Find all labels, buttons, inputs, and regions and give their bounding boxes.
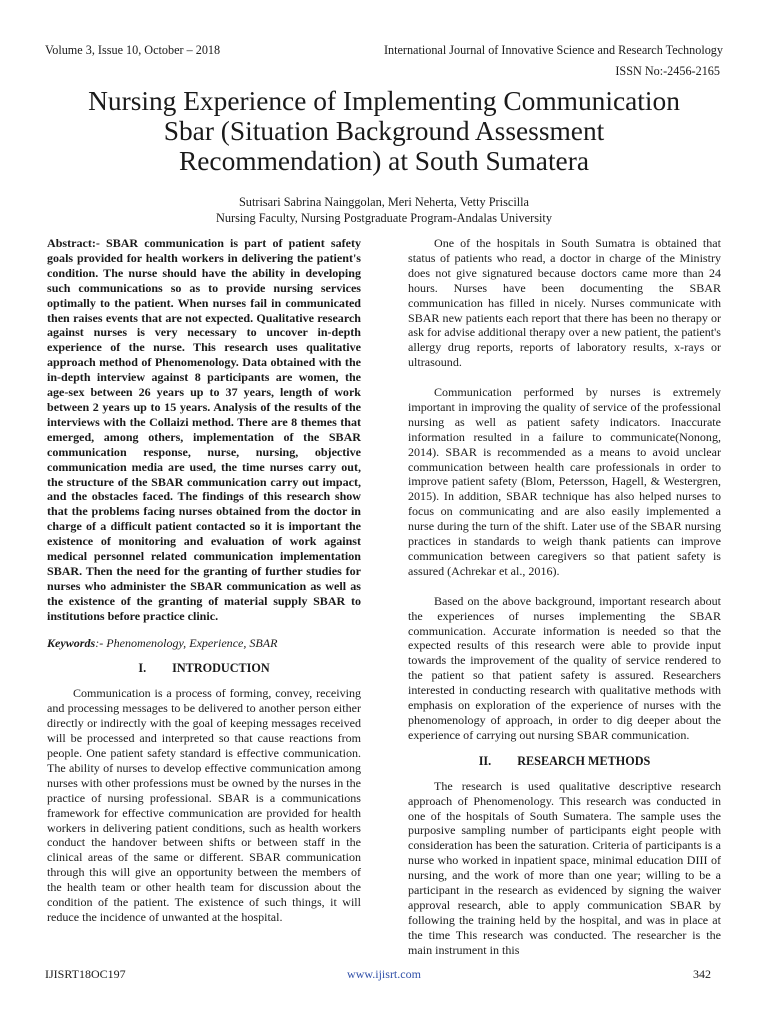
section-number: I. xyxy=(138,661,147,676)
journal-url-link[interactable]: www.ijisrt.com xyxy=(347,967,421,981)
section-label: INTRODUCTION xyxy=(172,661,270,676)
section-number: II. xyxy=(478,753,492,768)
volume-issue: Volume 3, Issue 10, October – 2018 xyxy=(45,43,221,57)
journal-name: International Journal of Innovative Science and Research Technology xyxy=(383,43,723,57)
abstract: Abstract:- SBAR communication is part of patient safety goals provided for health workers in delivering the patient's condition. The nurse should have the ability in developing such communications so as to provide nursing services optimally to the patient. When nurses fail in communicated then raises events that are not expected. Qualitative research against nurses is very necessary to uncover in-depth experience of the nurse. This research uses qualitative approach method of Phenomenology. Data obtained with the in-depth interview against 8 participants are women, the age-sex between 26 years up to 37 years, length of work between 2 years up to 15 years. Analysis of the results of the interviews with the Collaizi method. There are 8 themes that emerged, among others, implementation of the SBAR communication response, nurse, nursing, objective communication media are used, the time nurses carry out, the structure of the SBAR communication carry out impact, and the obstacles faced. The findings of this research show that the problems facing nurses obtained from the doctor in charge of a difficult patient contacted so it is important the existence of monitoring and evaluation of work against medical personnel related communication implementation SBAR. Then the need for the granting of further studies for nurses who administer the SBAR communication as well as the existence of the granting of material supply SBAR to institutions before practice clinic. xyxy=(47,236,361,623)
paper-code: IJISRT18OC197 xyxy=(45,967,126,981)
paragraph-research-methods: The research is used qualitative descriptive research approach of Phenomenology. This research was conducted in one of the hospitals of South Sumatera. The sample uses the purposive sampling number of participants eight people with consideration has been the saturation. Criteria of participants is a nurse who worked in inpatient space, minimal education DIII of nursing, and the work of more than one year; willing to be a participant in the research as evidenced by signing the waiver approval research, able to apply communication SBAR by following the training held by the hospital, and was in place at the time This research was conducted. The researcher is the main instrument in this xyxy=(408,778,721,957)
paper-title xyxy=(40,86,728,176)
right-column xyxy=(408,236,721,958)
left-column xyxy=(47,236,361,925)
section-label: RESEARCH METHODS xyxy=(517,753,651,768)
issn: ISSN No:-2456-2165 xyxy=(615,64,720,78)
affiliation: Nursing Faculty, Nursing Postgraduate Program-Andalas University xyxy=(216,211,552,225)
section-heading-introduction xyxy=(47,661,361,676)
keywords-value: :- Phenomenology, Experience, SBAR xyxy=(95,635,278,650)
keywords-label: Keywords xyxy=(47,635,96,650)
author-list: Sutrisari Sabrina Nainggolan, Meri Neherta, Vetty Priscilla xyxy=(238,195,530,209)
section-heading-research-methods xyxy=(408,754,721,769)
keywords xyxy=(47,636,361,651)
title-line-1: Nursing Experience of Implementing Communication xyxy=(88,86,680,116)
paragraph-communication-importance: Communication performed by nurses is extremely important in improving the quality of service of the professional nursing as well as patient safety indicators. Inaccurate information resulted in a failure to communicate(Nonong, 2014). SBAR is recommended as a means to avoid unclear communication between health care professionals in order to improve patient safety (Blom, Petersson, Hagell, & Westergren, 2015). In addition, SBAR technique has also helped nurses to focus on communicating and are also easily implemented a nurse during the turn of the shift. Later use of the SBAR nursing practices in standards to weigh thank patients can improve communication between caregivers so that patient safety is assured (Achrekar et al., 2016). xyxy=(408,385,721,578)
page-number: 342 xyxy=(693,967,711,981)
title-line-2: Sbar (Situation Background Assessment xyxy=(163,116,605,146)
paragraph-hospital-status: One of the hospitals in South Sumatra is obtained that status of patients who read, a doctor in charge of the Ministry does not give signatured because doctors came more than 24 hours. Nurses have been documenting the SBAR communication has filled in nicely. Nurses communicate with SBAR new patients each report that there has been no therapy or ask for advise additional therapy over a new patient, the patient's allergy drug reports, reports of laboratory results, x-rays or ultrasound. xyxy=(408,236,721,370)
paragraph-background: Based on the above background, important research about the experiences of nurses implementing the SBAR communication. Accurate information is needed so that the expected results of this research were able to provide input towards the improvement of the quality of service rendered to the patient so that patient safety is assured. Researchers interested in conducting research with qualitative methods with emphasis on exploration of the experience of nurses with the phenomenology of approach, in order to dig deeper about the experience of carrying out nursing SBAR communication. xyxy=(408,593,721,742)
title-line-3: Recommendation) at South Sumatera xyxy=(178,146,589,176)
paragraph-introduction: Communication is a process of forming, convey, receiving and processing messages to be delivered to another person either directly or indirectly with the goal of keeping messages received will be processed and interpreted so that cause reactions from people. One patient safety standard is effective communication. The ability of nurses to develop effective communication among nurses with other professions must be owned by the nurses in the practice of nursing professional. SBAR is a communications framework for effective communication are provided for health workers in delivering patient conditions, such as health workers conduct the handover between shifts or between staff in the clinical areas of the same or different. SBAR communication through this will give an opportunity between the members of the health team or other health team for discussion about the condition of the patient. The existence of such things, it will reduce the incidence of unwanted at the hospital. xyxy=(47,686,361,924)
